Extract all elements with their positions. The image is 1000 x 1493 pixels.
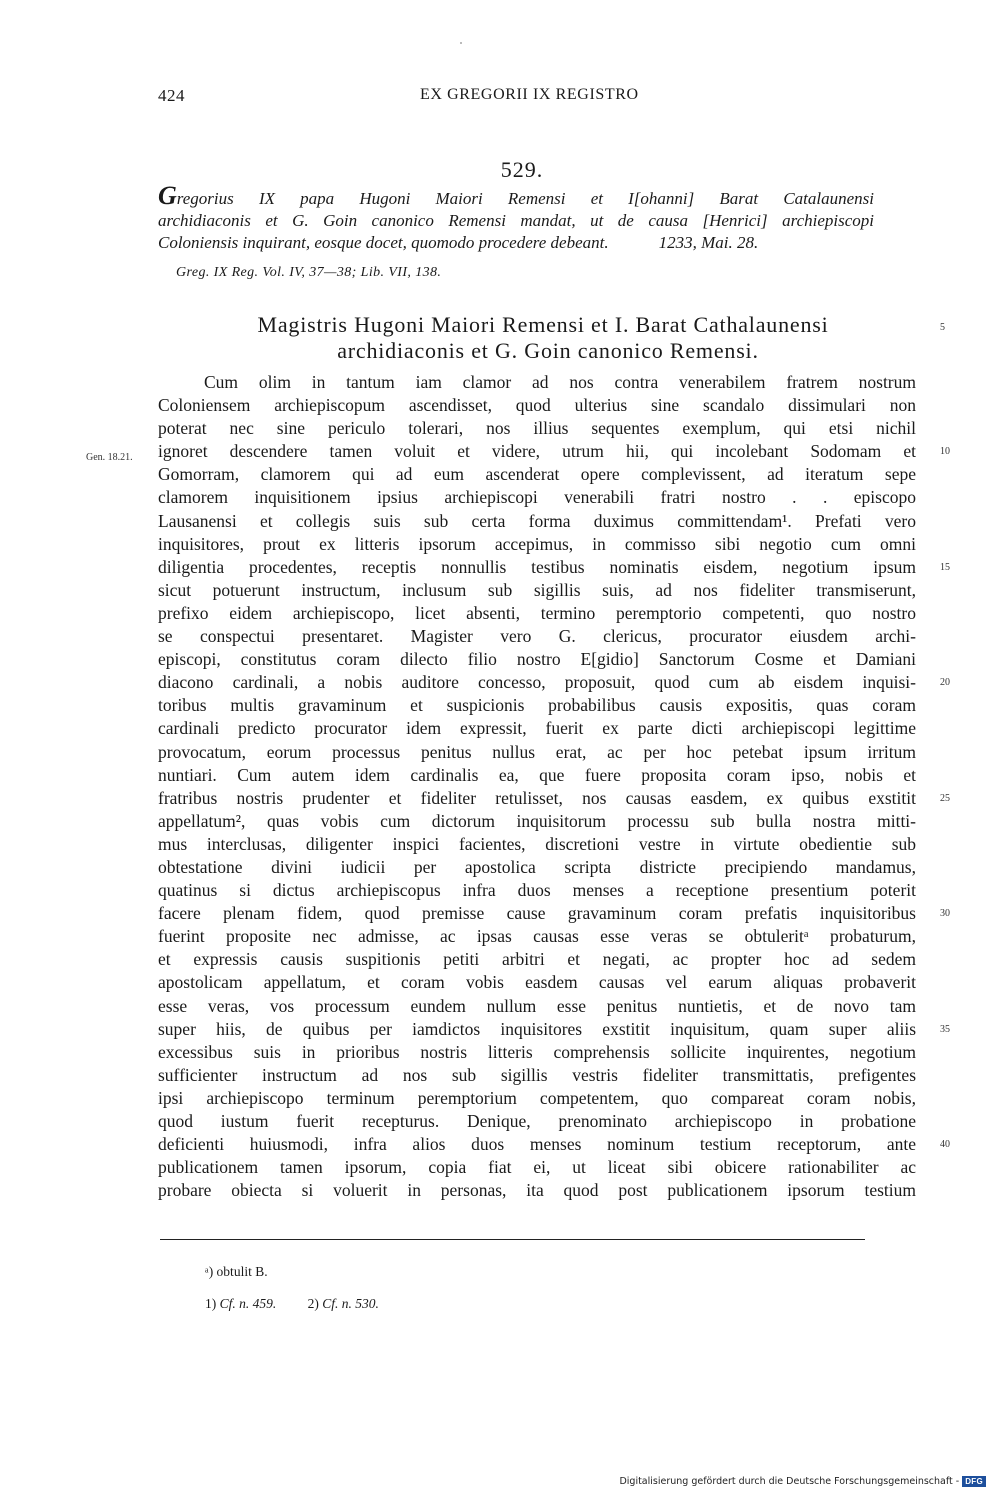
line-number: 5: [940, 322, 945, 333]
body-line: clamorem inquisitionem ipsius archiepiscopi venerabili fratri nostro . . episcopo: [158, 487, 916, 508]
regest-line-3: [158, 232, 874, 254]
body-line: super hiis, de quibus per iamdictos inquisitores exstitit inquisitum, quam super aliis: [158, 1018, 916, 1039]
scan-speck: [460, 42, 462, 44]
body-line: diligentia procedentes, receptis nonnullis testibus nominatis eisdem, negotium ipsum: [158, 556, 916, 577]
body-line: publicationem tamen ipsorum, copia fiat ei, ut liceat sibi obicere rationabiliter ac: [158, 1157, 916, 1178]
regest-line-1: [158, 181, 874, 210]
body-line: inquisitores, prout ex litteris ipsorum accepimus, in commisso sibi negotio cum omni: [158, 533, 916, 554]
line-number: 10: [940, 446, 950, 458]
body-line: probare obiecta si voluerit in personas, ita quod post publicationem ipsorum testium: [158, 1180, 916, 1201]
regest-text-1: regorius IX papa Hugoni Maiori Remensi et I[ohanni] Barat Catalaunensi: [176, 189, 874, 208]
digitization-footer: [619, 1476, 986, 1487]
body-line: Coloniensem archiepiscopum ascendisset, quod ulterius sine scandalo dissimulari non: [158, 395, 916, 416]
body-line: diacono cardinali, a nobis auditore concesso, proposuit, quod cum ab eisdem inquisi-: [158, 672, 916, 693]
document-number: 529.: [500, 157, 544, 182]
footnote-references: [205, 1296, 379, 1312]
footnote-1-number: 1): [205, 1296, 217, 1311]
body-line: sicut potuerunt instructum, inclusum sub sigillis suis, ad nos fideliter transmiserunt,: [158, 579, 916, 600]
regest: [158, 181, 874, 254]
body-line: se conspectui presentaret. Magister vero G. clericus, procurator eiusdem archi-: [158, 626, 916, 647]
body-line: Gomorram, clamorem qui ad eum ascenderat opere complevissent, ad iteratum sepe: [158, 464, 916, 485]
body-line: cardinali predicto procurator idem expressit, fuerit ex parte dicti archiepiscopi legittime: [158, 718, 916, 739]
body-line: prefixo eidem archiepiscopo, licet absenti, termino peremptorio competenti, quo nostro: [158, 602, 916, 623]
body-line: mus interclusas, diligenter inspici facientes, discretioni vestre in virtute obedientie sub: [158, 833, 916, 854]
body-line: nuntiari. Cum autem idem cardinalis ea, que fuere proposita coram ipso, nobis et: [158, 764, 916, 785]
line-number: 15: [940, 561, 950, 573]
body-line: toribus multis gravaminum et suspicionis probabilibus causis expositis, quas coram: [158, 695, 916, 716]
body-line: Lausanensi et collegis suis sub certa forma duximus committendam¹. Prefati vero: [158, 510, 916, 531]
body-line: deficienti huiusmodi, infra alios duos menses nominum testium receptorum, ante: [158, 1134, 916, 1155]
line-number: 35: [940, 1023, 950, 1035]
footnote-variant: ᵃ) obtulit B.: [205, 1264, 268, 1279]
body-line: facere plenam fidem, quod premisse cause gravaminum coram prefatis inquisitoribus: [158, 903, 916, 924]
body-line: sufficienter instructum ad nos sub sigillis vestris fideliter transmittatis, prefigentes: [158, 1064, 916, 1085]
source-reference: Greg. IX Reg. Vol. IV, 37—38; Lib. VII, 138.: [176, 265, 442, 280]
footnote-2-text: Cf. n. 530.: [322, 1296, 379, 1311]
regest-initial: G: [158, 181, 177, 210]
body-line: et expressis causis suspitionis petiti arbitri et negati, ac propter hoc ad sedem: [158, 949, 916, 970]
footnote-1-text: Cf. n. 459.: [219, 1296, 277, 1311]
line-number: 20: [940, 677, 950, 689]
body-line: fuerint proposite nec admisse, ac ipsas causas esse veras se obtuleritᵃ probaturum,: [158, 926, 916, 947]
dfg-logo-icon: DFG: [962, 1476, 986, 1487]
regest-text-3: Coloniensis inquirant, eosque docet, quomodo procedere debeant.: [158, 233, 609, 252]
body-line: episcopi, constitutus coram dilecto filio nostro E[gidio] Sanctorum Cosme et Damiani: [158, 649, 916, 670]
body-line: excessibus suis in prioribus nostris litteris comprehensis sollicite inquirentes, negotium: [158, 1041, 916, 1062]
address: [158, 312, 898, 364]
line-number: 40: [940, 1139, 950, 1151]
address-line-2: archidiaconis et G. Goin canonico Remensi.: [337, 338, 759, 363]
body-line: Cum olim in tantum iam clamor ad nos contra venerabilem fratrem nostrum: [204, 372, 916, 392]
body-line: obtestatione divini iudicii per apostolica scripta districte precipiendo mandamus,: [158, 856, 916, 877]
body-text: [158, 371, 916, 1202]
footnote-rule: [160, 1239, 865, 1240]
marginal-reference: Gen. 18.21.: [86, 452, 133, 463]
regest-date: 1233, Mai. 28.: [658, 233, 759, 252]
regest-line-2: archidiaconis et G. Goin canonico Remensi mandat, ut de causa [Henrici] archiepiscopi: [158, 211, 874, 230]
body-line: poterat nec sine periculo tolerari, nos illius sequentes exemplum, qui etsi nichil: [158, 418, 916, 439]
body-line: quatinus si dictus archiepiscopus infra duos menses a receptione presentium poterit: [158, 880, 916, 901]
body-line: appellatum², quas vobis cum dictorum inquisitorum processu sub bulla nostra mitti-: [158, 810, 916, 831]
line-number: 30: [940, 908, 950, 920]
digitization-note: Digitalisierung gefördert durch die Deutsche Forschungsgemeinschaft -: [619, 1476, 960, 1487]
running-title: EX GREGORII IX REGISTRO: [420, 86, 639, 103]
body-line: esse veras, vos processum eundem nullum esse penitus nuntietis, et de novo tam: [158, 995, 916, 1016]
body-line: ipsi archiepiscopo terminum peremptorium competentem, quo compareat coram nobis,: [158, 1087, 916, 1108]
body-line: fratribus nostris prudenter et fideliter retulisset, nos causas easdem, ex quibus exstitit: [158, 787, 916, 808]
body-line: quod iustum fuerit recepturus. Denique, prenominato archiepiscopo in probatione: [158, 1111, 916, 1131]
body-line: apostolicam appellatum, et coram vobis easdem causas vel earum aliquas probaverit: [158, 972, 916, 993]
address-line-1: Magistris Hugoni Maiori Remensi et I. Barat Cathalaunensi: [257, 312, 829, 337]
line-number: 25: [940, 792, 950, 804]
footnote-2-number: 2): [307, 1296, 319, 1311]
body-line: ignoret descendere tamen voluit et videre, utrum hii, qui incolebant Sodomam et: [158, 441, 916, 462]
page-number: 424: [158, 86, 185, 105]
body-line: provocatum, eorum processus penitus nullus erat, ac per hoc petebat ipsum irritum: [158, 741, 916, 762]
